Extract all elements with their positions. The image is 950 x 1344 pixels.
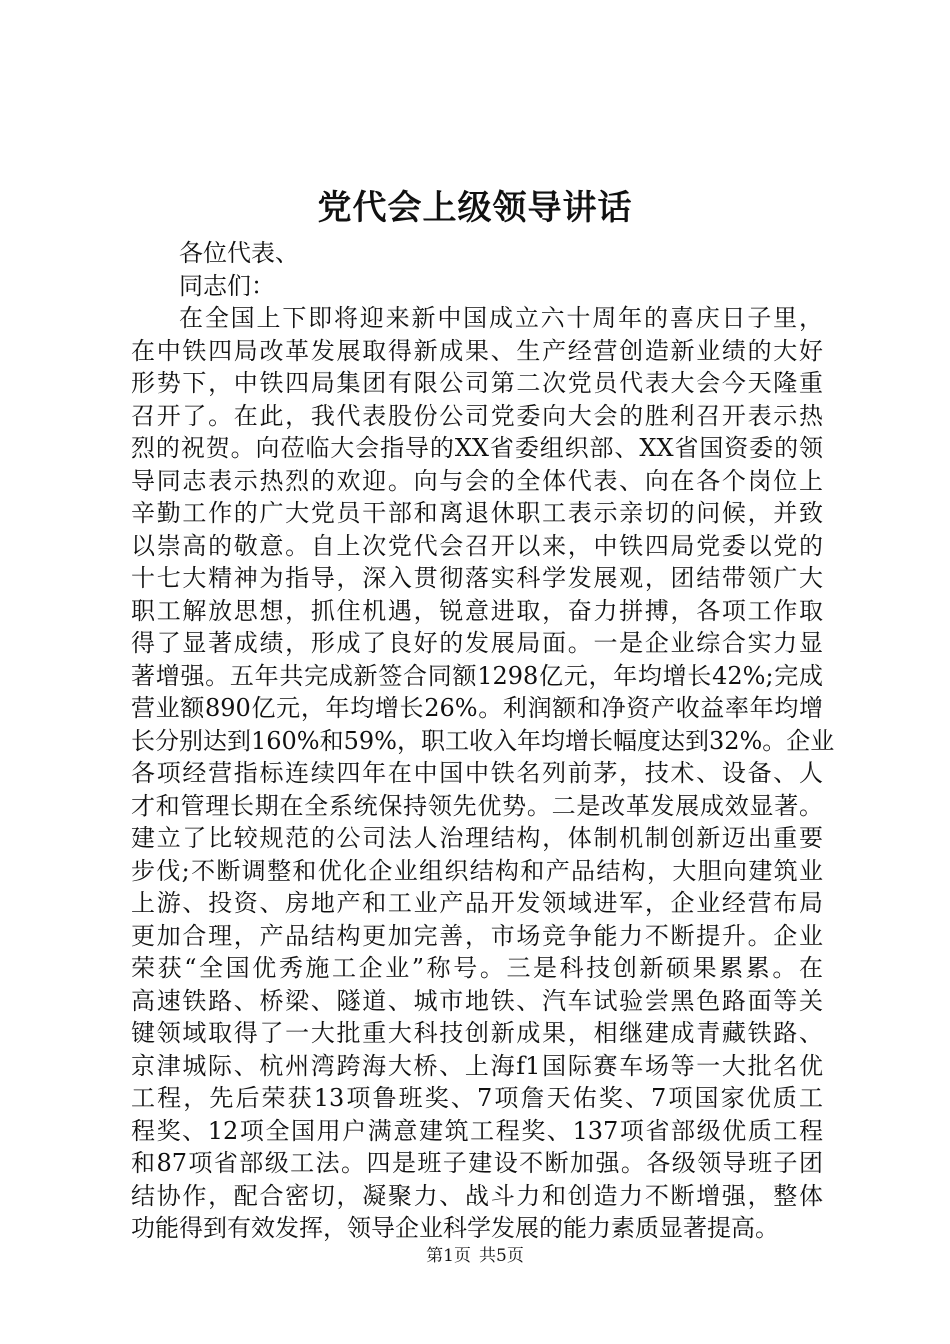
paragraph-line: 十七大精神为指导，深入贯彻落实科学发展观，团结带领广大 [131, 564, 823, 592]
page-total: 共5页 [479, 1246, 524, 1266]
paragraph-line: 工程，先后荣获13项鲁班奖、7项詹天佑奖、7项国家优质工 [131, 1084, 823, 1112]
paragraph-line: 著增强。五年共完成新签合同额1298亿元，年均增长42%;完成 [131, 661, 823, 690]
paragraph-line: 结协作，配合密切，凝聚力、战斗力和创造力不断增强，整体 [131, 1181, 823, 1210]
page-footer [0, 1242, 950, 1270]
paragraph-line: 上游、投资、房地产和工业产品开发领域进军，企业经营布局 [131, 889, 823, 917]
paragraph-line: 形势下，中铁四局集团有限公司第二次党员代表大会今天隆重 [131, 369, 823, 397]
paragraph-line: 得了显著成绩，形成了良好的发展局面。一是企业综合实力显 [131, 629, 823, 657]
paragraph-line: 召开了。在此，我代表股份公司党委向大会的胜利召开表示热 [131, 401, 823, 430]
paragraph-line: 职工解放思想，抓住机遇，锐意进取，奋力拼搏，各项工作取 [131, 596, 823, 625]
paragraph-line: 高速铁路、桥梁、隧道、城市地铁、汽车试验尝黑色路面等关 [131, 986, 823, 1015]
paragraph-line: 在中铁四局改革发展取得新成果、生产经营创造新业绩的大好 [131, 336, 823, 365]
paragraph-line: 荣获“全国优秀施工企业”称号。三是科技创新硕果累累。在 [131, 954, 823, 982]
paragraph-line: 才和管理长期在全系统保持领先优势。二是改革发展成效显著。 [131, 791, 823, 820]
salutation-line: 同志们： [179, 271, 275, 300]
paragraph-line: 营业额890亿元，年均增长26%。利润额和净资产收益率年均增 [131, 694, 823, 722]
paragraph-line: 导同志表示热烈的欢迎。向与会的全体代表、向在各个岗位上 [131, 466, 823, 495]
document-body [131, 237, 835, 1245]
paragraph-line: 更加合理，产品结构更加完善，市场竞争能力不断提升。企业 [131, 921, 823, 950]
paragraph-line: 京津城际、杭州湾跨海大桥、上海f1国际赛车场等一大批名优 [131, 1051, 823, 1080]
document-title: 党代会上级领导讲话 [317, 188, 633, 228]
salutation-line: 各位代表、 [179, 239, 299, 267]
paragraph-line: 辛勤工作的广大党员干部和离退休职工表示亲切的问候，并致 [131, 499, 823, 527]
paragraph-line: 在全国上下即将迎来新中国成立六十周年的喜庆日子里， [179, 304, 823, 332]
paragraph-line: 程奖、12项全国用户满意建筑工程奖、137项省部级优质工程 [131, 1116, 823, 1145]
paragraph-line: 烈的祝贺。向莅临大会指导的XX省委组织部、XX省国资委的领 [131, 434, 823, 462]
paragraph-line: 功能得到有效发挥，领导企业科学发展的能力素质显著提高。 [131, 1214, 779, 1242]
paragraph-line: 建立了比较规范的公司法人治理结构，体制机制创新迈出重要 [131, 824, 823, 852]
paragraph-line: 步伐;不断调整和优化企业组织结构和产品结构，大胆向建筑业 [131, 856, 823, 885]
paragraph-line: 键领域取得了一大批重大科技创新成果，相继建成青藏铁路、 [131, 1019, 823, 1047]
paragraph-line: 各项经营指标连续四年在中国中铁名列前茅，技术、设备、人 [131, 759, 823, 787]
page-number: 第1页 [426, 1246, 471, 1266]
paragraph-line: 以崇高的敬意。自上次党代会召开以来，中铁四局党委以党的 [131, 531, 823, 560]
paragraph-line: 长分别达到160%和59%，职工收入年均增长幅度达到32%。企业 [131, 726, 835, 755]
paragraph-line: 和87项省部级工法。四是班子建设不断加强。各级领导班子团 [131, 1149, 823, 1177]
